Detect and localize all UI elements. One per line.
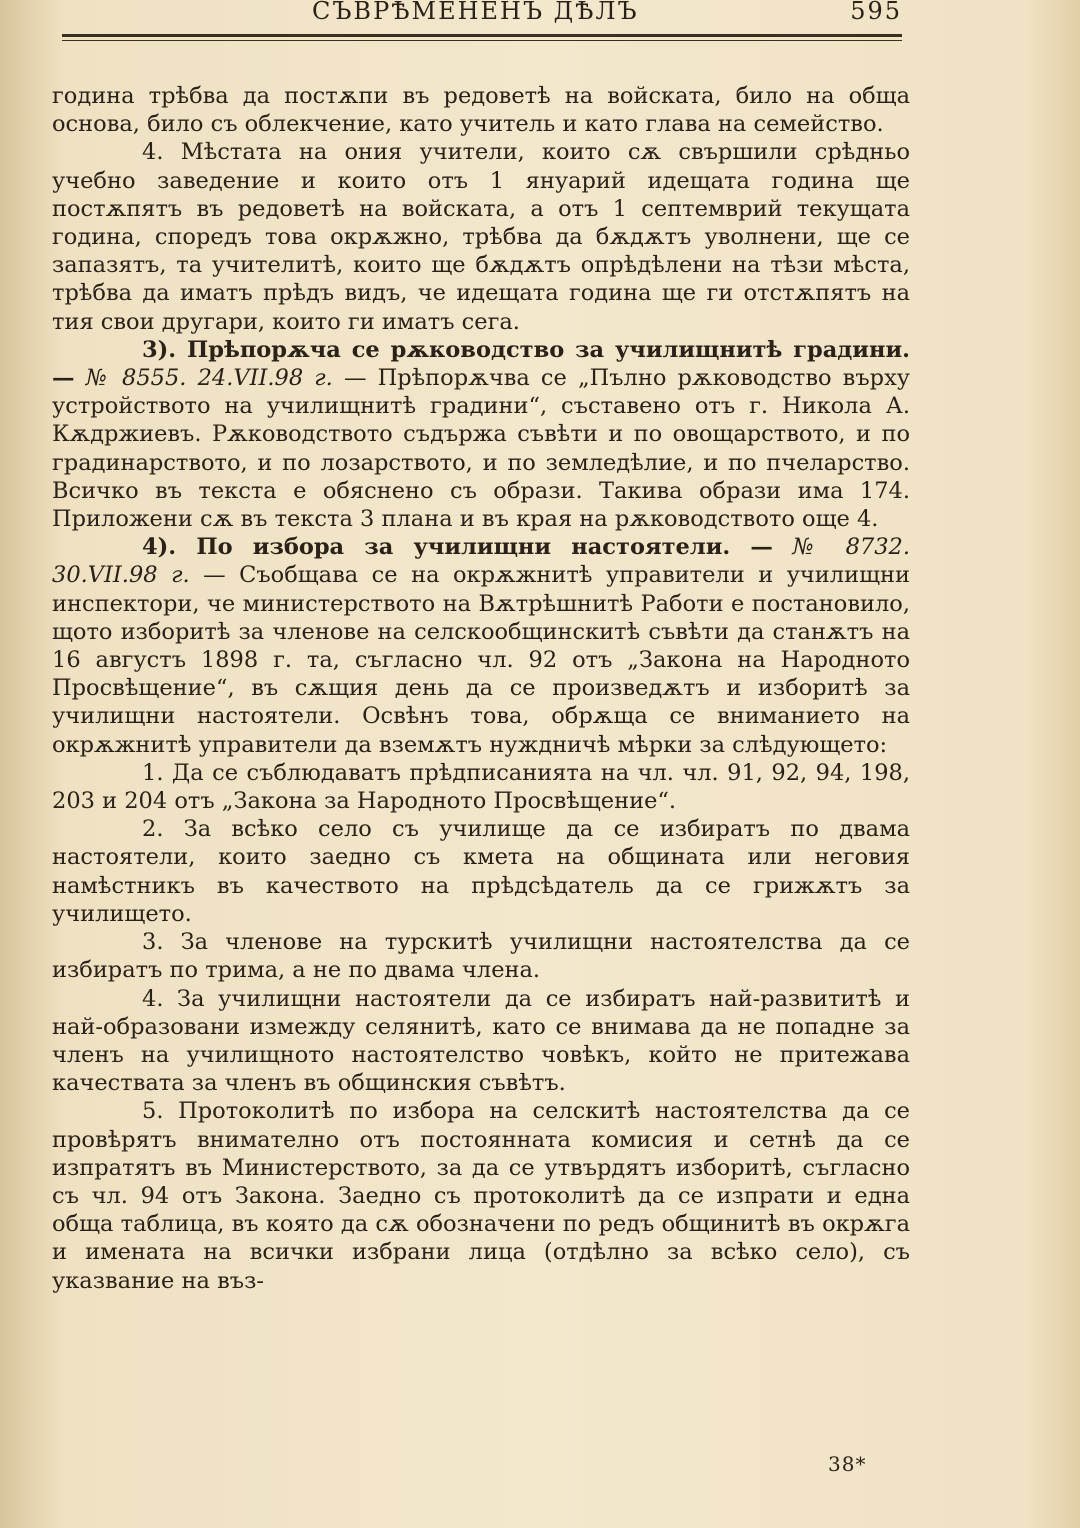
paragraph (52, 336, 910, 533)
document-reference: № 8555. 24.VII.98 г. (74, 365, 344, 392)
paragraph: 5. Протоколитѣ по избора на селскитѣ настоятелства да се провѣрятъ внимателно отъ постоянната комисия и сетнѣ да се изпратятъ въ Министерството, за да се утвърдятъ изборитѣ, съгласно съ чл. 94 отъ Закона. Заедно съ протоколитѣ да се изпрати и една обща таблица, въ която да сѫ обозначени по редъ общинитѣ въ окрѫга и имената на всички избрани лица (отдѣлно за всѣко село), съ указвание на въз- (52, 1098, 910, 1294)
document-reference: № 8732. 30.VII.98 г. (52, 534, 910, 589)
body-text (52, 82, 910, 1295)
paragraph: 1. Да се съблюдаватъ прѣдписанията на чл. чл. 91, 92, 94, 198, 203 и 204 отъ „Закона за Народното Просвѣщение“. (52, 759, 910, 815)
page-header (62, 0, 902, 28)
header-rule-thin (62, 40, 902, 41)
header-rule-thick (62, 34, 902, 37)
section-heading: 4). По избора за училищни настоятели. — (142, 534, 773, 561)
paragraph-body: — Прѣпорѫчва се „Пълно рѫководство върху устройството на училищнитѣ градини“, съставено отъ г. Никола А. Кѫдржиевъ. Рѫководството съдържа съвѣти и по овощарството, и по градинарството, и по лозарството, и по земледѣлие, и по пчеларство. Всичко въ текста е обяснено съ образи. Такива образи има 174. Приложени сѫ въ текста 3 плана и въ края на рѫководството още 4. (52, 365, 910, 533)
page-number: 595 (850, 0, 902, 25)
paragraph: 2. За всѣко село съ училище да се избиратъ по двама настоятели, които заедно съ кмета на общината или неговия намѣстникъ въ качеството на прѣдсѣдатель да се грижѫтъ за училището. (52, 816, 910, 927)
paragraph: 4. Мѣстата на ония учители, които сѫ свършили срѣдньо учебно заведение и които отъ 1 януарий идещата година ще постѫпятъ въ редоветѣ на войската, а отъ 1 септемврий текущата година, споредъ това окрѫжно, трѣбва да бѫдѫтъ уволнени, ще се запазятъ, та учителитѣ, които ще бѫдѫтъ опрѣдѣлени на тѣзи мѣста, трѣбва да иматъ прѣдъ видъ, че идещата година ще ги отстѫпятъ на тия свои другари, които ги иматъ сега. (52, 139, 910, 335)
paragraph: година трѣбва да постѫпи въ редоветѣ на войската, било на обща основа, било съ облекчение, като учитель и като глава на семейство. (52, 83, 910, 138)
running-title: СЪВРѢМЕНЕНЪ ДѢЛЪ (312, 0, 639, 25)
paragraph: 3. За членове на турскитѣ училищни настоятелства да се избиратъ по трима, а не по двама члена. (52, 929, 910, 984)
section-heading: 3). Прѣпорѫча се рѫководство за училищнитѣ градини. — (52, 336, 910, 392)
paragraph (52, 533, 910, 759)
signature-mark: 38* (828, 1452, 867, 1476)
paragraph-body: — Съобщава се на окрѫжнитѣ управители и училищни инспектори, че министерството на Вѫтрѣшнитѣ Работи е постановило, щото изборитѣ за членове на селскообщинскитѣ съвѣти да станѫтъ на 16 августъ 1898 г. та, съгласно чл. 92 отъ „Закона на Народното Просвѣщение“, въ сѫщия день да се произведѫтъ и изборитѣ за училищни настоятели. Освѣнъ това, обрѫща се вниманието на окрѫжнитѣ управители да вземѫтъ нуждничѣ мѣрки за слѣдующето: (52, 562, 911, 758)
paragraph: 4. За училищни настоятели да се избиратъ най-развититѣ и най-образовани измежду селянитѣ, като се внимава да не попадне за членъ на училищното настоятелство човѣкъ, който не притежава качествата за членъ въ общинския съвѣтъ. (52, 985, 910, 1097)
